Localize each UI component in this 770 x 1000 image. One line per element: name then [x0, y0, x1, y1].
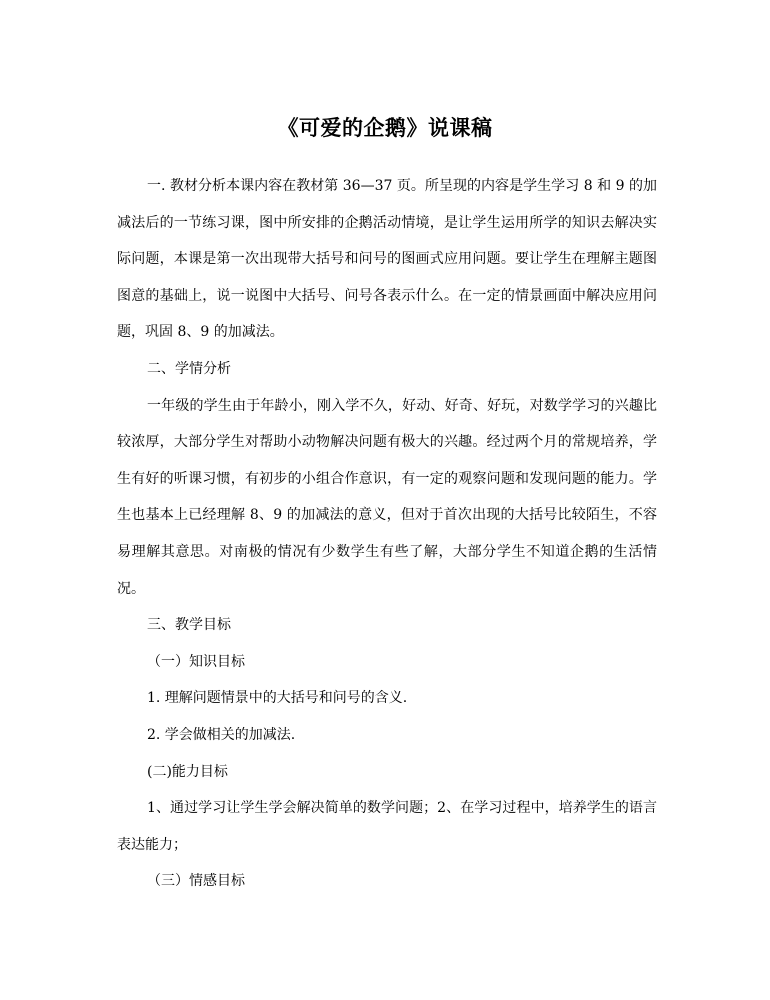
document-title: 《可爱的企鹅》说课稿: [277, 115, 493, 140]
heading-learner-analysis: 二、学情分析: [147, 360, 231, 377]
document-body: [117, 168, 657, 900]
paragraph-textbook-analysis: 一. 教材分析本课内容在教材第 36—37 页。所呈现的内容是学生学习 8 和 9 的加减法后的一节练习课，图中所安排的企鹅活动情境，是让学生运用所学的知识去解决实际问题，本课是第一次出现带大括号和问号的图画式应用问题。要让学生在理解主题图图意的基础上，说一说图中大括号、问号各表示什么。在一定的情景画面中解决应用问题，巩固 8、9 的加减法。: [117, 178, 657, 341]
paragraph-learner-analysis: 一年级的学生由于年龄小，刚入学不久，好动、好奇、好玩，对数学学习的兴趣比较浓厚，大部分学生对帮助小动物解决问题有极大的兴趣。经过两个月的常规培养，学生有好的听课习惯，有初步的小组合作意识，有一定的观察问题和发现问题的能力。学生也基本上已经理解 8、9 的加减法的意义，但对于首次出现的大括号比较陌生，不容易理解其意思。对南极的情况有少数学生有些了解，大部分学生不知道企鹅的生活情况。: [117, 397, 657, 597]
paragraph-ability-objectives: 1、通过学习让学生学会解决简单的数学问题；2、在学习过程中，培养学生的语言表达能力；: [117, 800, 657, 853]
objective-item-1: 1. 理解问题情景中的大括号和问号的含义.: [147, 690, 408, 707]
objective-item-2: 2. 学会做相关的加减法.: [147, 726, 296, 743]
heading-teaching-objectives: 三、教学目标: [147, 617, 231, 634]
heading-emotional-objectives: （三）情感目标: [147, 873, 245, 890]
heading-ability-objectives: (二)能力目标: [147, 763, 228, 780]
heading-knowledge-objectives: （一）知识目标: [147, 653, 245, 670]
